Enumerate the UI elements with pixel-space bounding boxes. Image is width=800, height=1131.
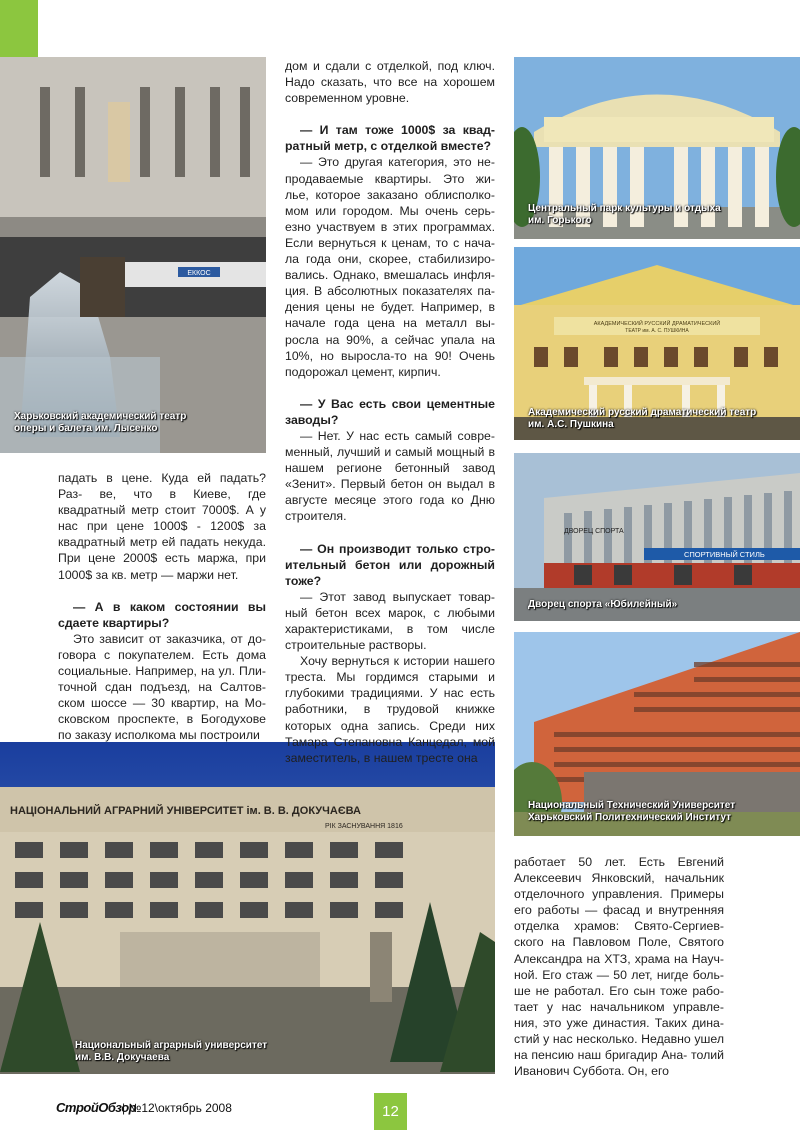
- svg-text:ДВОРЕЦ СПОРТА: ДВОРЕЦ СПОРТА: [564, 528, 624, 535]
- paragraph: — Нет. У нас есть самый совре- менный, лучший и самый мощный в нашем регионе бетонный завод «Зенит». Первый бетон он выдал в августе месяце этого года ко Дню строителя.: [285, 428, 495, 524]
- paragraph: работает 50 лет. Есть Евгений Алексеевич Янковский, начальник отделочного управления. Примеры его работы — фасад и внутренняя отделка храмов: Свято-Сергиев- ского на Павловом Поле, Святого Александра на ХТЗ, храма на Науч- ной. Его стаж — 50 лет, нигде боль- ше не работал. Его сын тоже рабо- тает у нас начальником управле- ния, это уже династия. Таких дина- стий у нас несколько. Недавно ушел на пенсию наш бригадир Ана- толий Иванович Суббота. Он, его: [514, 855, 724, 1079]
- photo-sport-palace: [514, 453, 800, 621]
- column-left: [58, 470, 266, 744]
- paragraph: Это зависит от заказчика, от до- говора с покупателем. Есть дома социальные. Например, на ул. Пли- точной сдан подъезд, на Салтов- ском шоссе — 30 квартир, на Мо- сковском проспекте, в Богодухове по заказу исполкома мы построили: [58, 631, 266, 743]
- svg-text:ЕККОС: ЕККОС: [187, 270, 211, 277]
- svg-text:ТЕАТР им. А. С. ПУШКИНА: ТЕАТР им. А. С. ПУШКИНА: [625, 328, 689, 334]
- caption-park: Центральный парк культуры и отдыха им. Горького: [528, 203, 721, 226]
- magazine-logo: СтройОбзор: [56, 1100, 137, 1115]
- question: — И там тоже 1000$ за квад- ратный метр, с отделкой вместе?: [285, 123, 495, 154]
- photo-tech-university: [514, 632, 800, 836]
- svg-text:АКАДЕМИЧЕСКИЙ РУССКИЙ ДРАМАТИЧ: АКАДЕМИЧЕСКИЙ РУССКИЙ ДРАМАТИЧЕСКИЙ: [593, 321, 721, 327]
- svg-text:СПОРТИВНЫЙ СТИЛЬ: СПОРТИВНЫЙ СТИЛЬ: [684, 550, 765, 559]
- paragraph: дом и сдали с отделкой, под ключ. Надо сказать, что все на хорошем современном уровне.: [285, 59, 495, 106]
- issue-info: | №12\октябрь 2008: [122, 1101, 232, 1115]
- paragraph: Хочу вернуться к истории нашего треста. Мы гордимся старыми и глубокими традициями. У нас есть работники, в трудовой книжке которых одна запись. Среди них Тамара Степановна Канцедал, мой заместитель, в нашем тресте она: [285, 654, 496, 765]
- question: — У Вас есть свои цементные заводы?: [285, 396, 495, 427]
- caption-agro: Национальный аграрный университет им. В.В. Докучаева: [75, 1040, 268, 1063]
- svg-text:РІК ЗАСНУВАННЯ 1816: РІК ЗАСНУВАННЯ 1816: [325, 823, 403, 830]
- svg-text:НАЦІОНАЛЬНИЙ АГРАРНИЙ УНІВЕРСИ: НАЦІОНАЛЬНИЙ АГРАРНИЙ УНІВЕРСИТЕТ ім. В. В. ДОКУЧАЄВА: [10, 805, 361, 817]
- photo-opera-theatre: [0, 57, 266, 453]
- photo-drama-theatre: [514, 247, 800, 440]
- paragraph: — Это другая категория, это не- продаваемые квартиры. Это жи- лье, которое заказано облисполко- мом или городом. Мы очень серь- езно участвуем в этих программах. Если вернуться к ценам, то с нача- ла года они, скорее, стабилизиро- вались. Однако, вмешалась инфля- ция. В абсолютных показателях па- дения цены не будет. Например, в начале года цена на металл вы- росла на 90%, а сейчас упала на 10%, но выросла-то на 90! Очень подорожал цемент, кирпич.: [285, 155, 495, 379]
- page-number: 12: [374, 1093, 407, 1130]
- paragraph: падать в цене. Куда ей падать? Раз- ве, что в Киеве, где квадратный метр стоит 7000$. А у нас при цене 1000$ - 1200$ за квадратный метр ей падать некуда. При цене 2000$ есть маржа, при 1000$ за кв. метр — маржи нет.: [58, 471, 266, 582]
- caption-sport: Дворец спорта «Юбилейный»: [528, 599, 678, 610]
- photo-gorky-park: [514, 57, 800, 239]
- paragraph: — Этот завод выпускает товар- ный бетон всех марок, с любыми характеристиками, в том числе строительные растворы.: [285, 589, 495, 653]
- column-middle: [285, 58, 495, 766]
- caption-drama: Академический русский драматический театр им. А.С. Пушкина: [528, 407, 757, 430]
- question: — Он производит только стро- ительный бетон или дорожный тоже?: [285, 541, 495, 588]
- photo-agrarian-university: [0, 742, 495, 1074]
- column-right: [514, 854, 724, 1079]
- caption-opera: Харьковский академический театр оперы и балета им. Лысенко: [14, 411, 187, 434]
- caption-tech: Национальный Технический Университет Харьковский Политехнический Институт: [528, 800, 736, 823]
- question: — А в каком состоянии вы сдаете квартиры?: [58, 599, 266, 630]
